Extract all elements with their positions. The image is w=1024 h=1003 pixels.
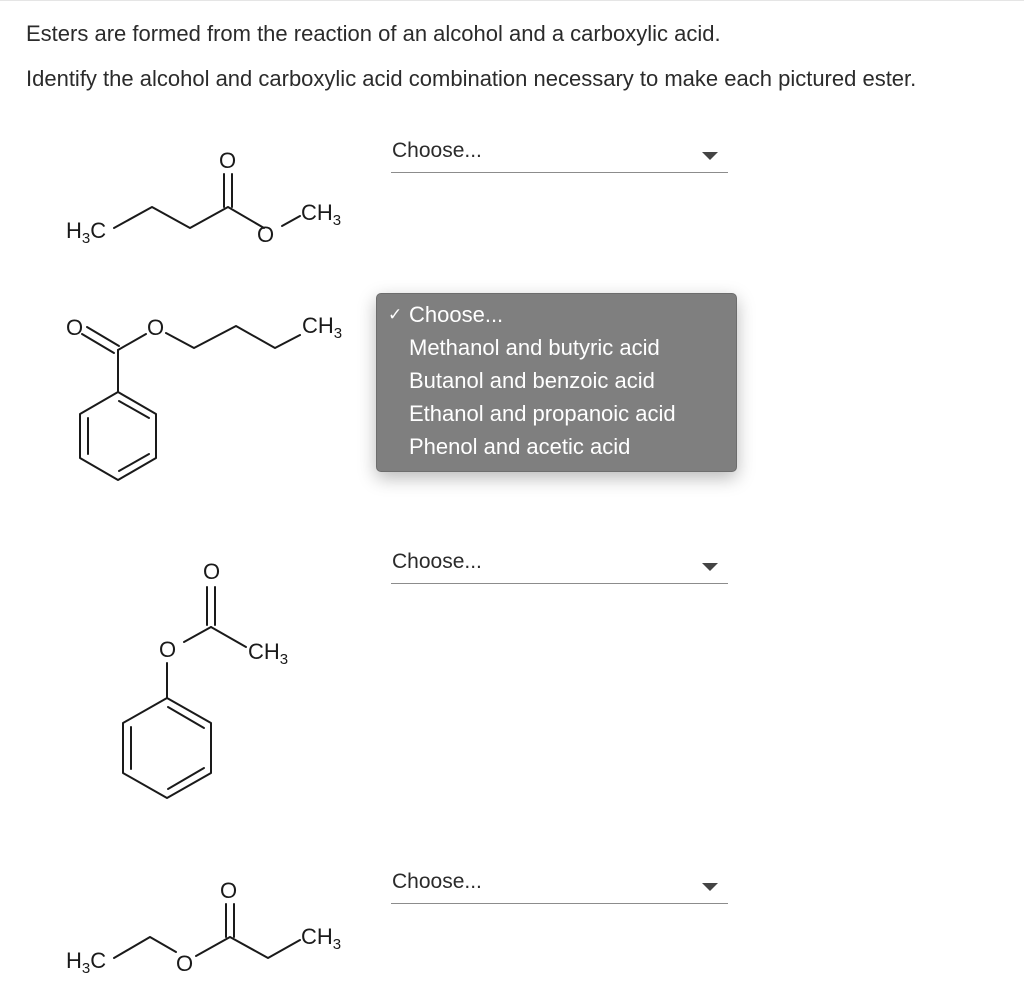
- carbonyl-oxygen: O: [220, 878, 238, 903]
- dropdown-3-value: Choose...: [392, 550, 482, 573]
- dropdown-option-phenol-acetic[interactable]: Phenol and acetic acid: [409, 434, 631, 459]
- dropdown-1-value: Choose...: [392, 139, 482, 162]
- answer-dropdown-4[interactable]: [391, 869, 728, 904]
- structure-3-phenyl-acetate: [0, 555, 380, 815]
- intro-text: Esters are formed from the reaction of an alcohol and a carboxylic acid.: [26, 21, 721, 46]
- answer-dropdown-2-menu[interactable]: [376, 293, 737, 472]
- h3c-label: $H_3C$: [66, 948, 107, 977]
- ester-oxygen: O: [159, 637, 177, 662]
- dropdown-option-butanol-benzoic[interactable]: Butanol and benzoic acid: [409, 368, 655, 393]
- dropdown-option-choose[interactable]: ✓ Choose...: [377, 299, 736, 331]
- chevron-down-icon: [702, 563, 718, 571]
- ester-oxygen: O: [147, 315, 165, 340]
- benzene-ring: [80, 392, 156, 480]
- carbonyl-oxygen: O: [66, 315, 84, 340]
- dropdown-option-methanol-butyric[interactable]: Methanol and butyric acid: [409, 335, 660, 360]
- structure-4-ethyl-propanoate: [0, 870, 380, 990]
- carbon-chain-bonds: [114, 207, 264, 228]
- structure-2-butyl-benzoate: [0, 300, 380, 500]
- answer-dropdown-1[interactable]: [391, 138, 728, 173]
- ester-oxygen: O: [176, 951, 194, 976]
- ch3-label: $CH_3$: [248, 639, 289, 668]
- dropdown-option-ethanol-propanoic[interactable]: Ethanol and propanoic acid: [409, 401, 676, 426]
- carbonyl-oxygen: O: [203, 559, 221, 584]
- top-divider: [0, 0, 1024, 1]
- answer-dropdown-3[interactable]: [391, 549, 728, 584]
- ch3-label: $CH_3$: [302, 313, 343, 342]
- h3c-label: $H_3C$: [66, 218, 107, 247]
- ester-oxygen: O: [257, 222, 275, 247]
- structure-1-methyl-butanoate: [0, 140, 380, 260]
- chevron-down-icon: [702, 152, 718, 160]
- chevron-down-icon: [702, 883, 718, 891]
- carbonyl-oxygen: O: [219, 148, 237, 173]
- checkmark-icon: ✓: [388, 305, 403, 324]
- ch3-label: $CH_3$: [301, 200, 342, 229]
- butyl-chain-bonds: [166, 326, 300, 348]
- benzene-ring: [123, 698, 211, 798]
- dropdown-4-value: Choose...: [392, 870, 482, 893]
- ch3-label: $CH_3$: [301, 924, 342, 953]
- task-text: Identify the alcohol and carboxylic acid combination necessary to make each pictured ester.: [26, 66, 917, 91]
